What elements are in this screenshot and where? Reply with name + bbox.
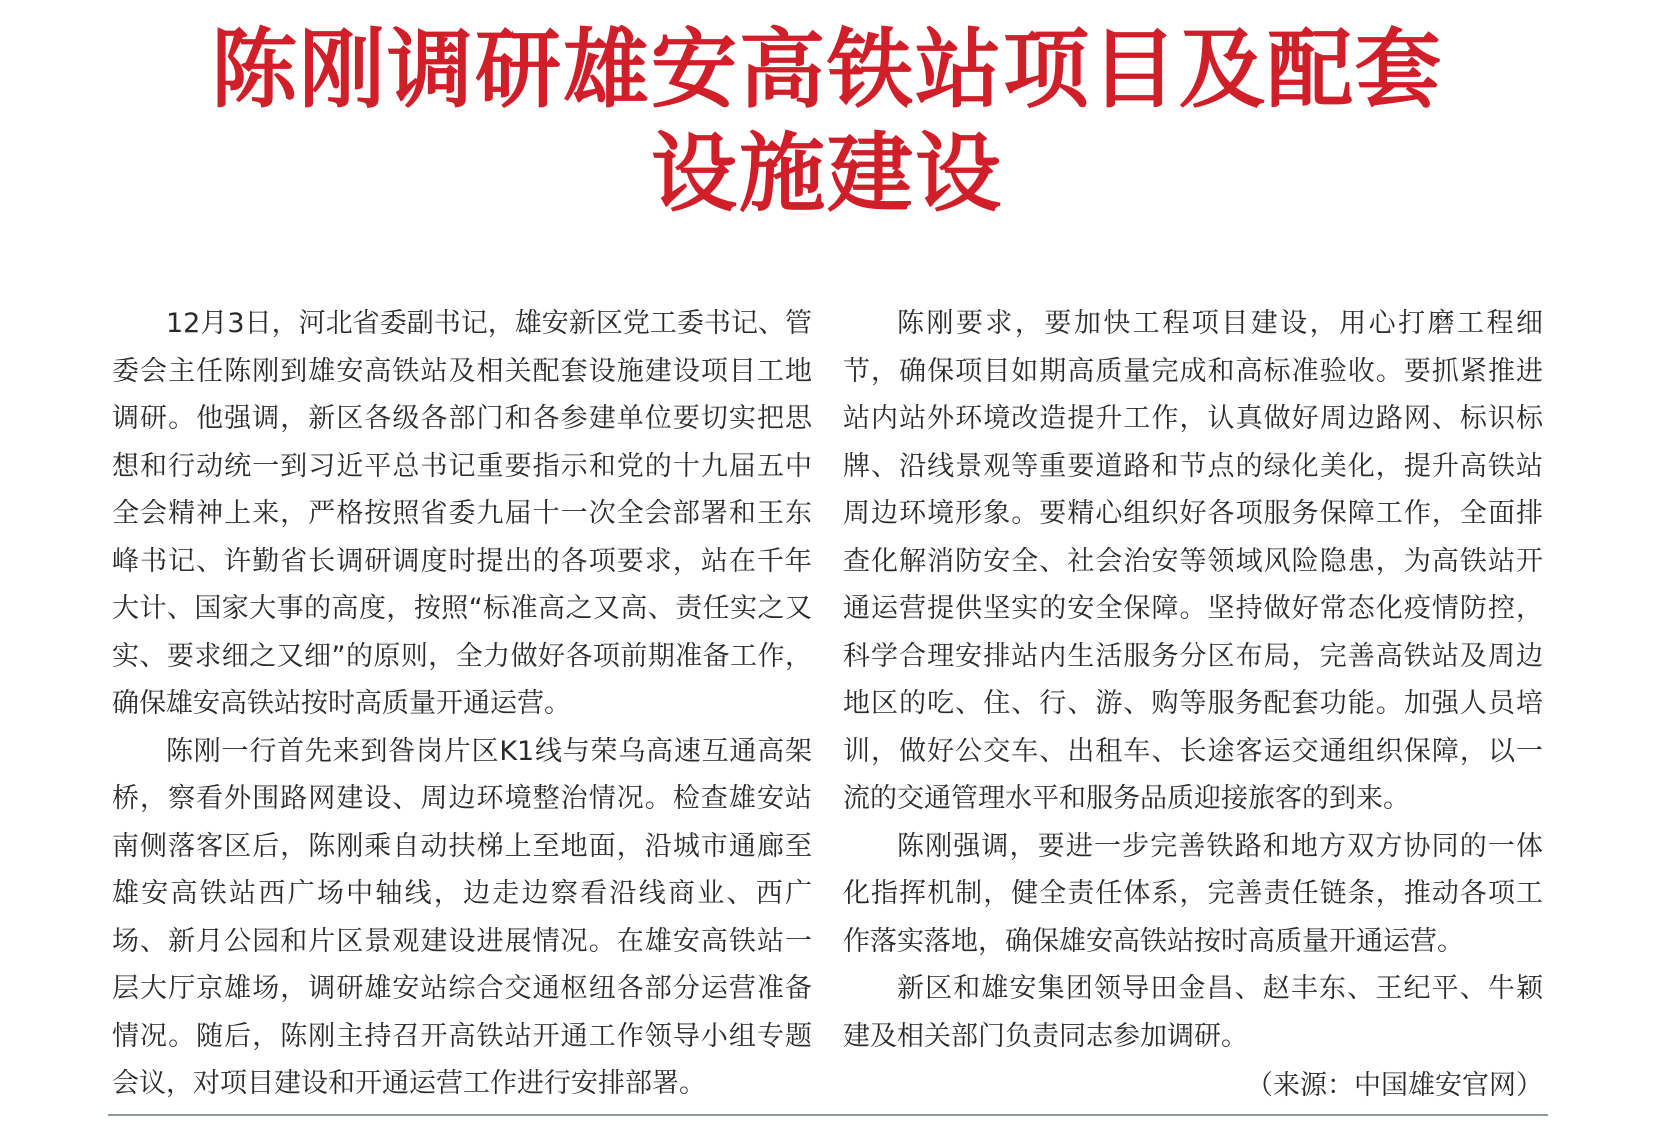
headline-line-1: 陈刚调研雄安高铁站项目及配套 — [211, 19, 1443, 120]
body-paragraph: 陈刚要求，要加快工程项目建设，用心打磨工程细节，确保项目如期高质量完成和高标准验收。要抓紧推进站内站外环境改造提升工作，认真做好周边路网、标识标牌、沿线景观等重要道路和节点的绿化美化，提升高铁站周边环境形象。要精心组织好各项服务保障工作，全面排查化解消防安全、社会治安等领域风险隐患，为高铁站开通运营提供坚实的安全保障。坚持做好常态化疫情防控，科学合理安排站内生活服务分区布局，完善高铁站及周边地区的吃、住、行、游、购等服务配套功能。加强人员培训，做好公交车、出租车、长途客运交通组织保障，以一流的交通管理水平和服务品质迎接旅客的到来。 — [843, 308, 1543, 814]
headline-line-2: 设施建设 — [651, 123, 1003, 224]
right-column — [843, 300, 1543, 1110]
article-headline — [0, 18, 1654, 226]
body-paragraph: 陈刚一行首先来到昝岗片区K1线与荣乌高速互通高架桥，察看外围路网建设、周边环境整治情况。检查雄安站南侧落客区后，陈刚乘自动扶梯上至地面，沿城市通廊至雄安高铁站西广场中轴线，边走边察看沿线商业、西广场、新月公园和片区景观建设进展情况。在雄安高铁站一层大厅京雄场，调研雄安站综合交通枢纽各部分运营准备情况。随后，陈刚主持召开高铁站开通工作领导小组专题会议，对项目建设和开通运营工作进行安排部署。 — [112, 735, 812, 1099]
left-column — [112, 300, 812, 1108]
source-credit: （来源：中国雄安官网） — [1246, 1070, 1543, 1101]
body-paragraph: 新区和雄安集团领导田金昌、赵丰东、王纪平、牛颖建及相关部门负责同志参加调研。 — [843, 973, 1543, 1052]
body-paragraph: 陈刚强调，要进一步完善铁路和地方双方协同的一体化指挥机制，健全责任体系，完善责任链条，推动各项工作落实落地，确保雄安高铁站按时高质量开通运营。 — [843, 830, 1543, 957]
bottom-divider — [108, 1114, 1548, 1116]
body-paragraph: 12月3日，河北省委副书记，雄安新区党工委书记、管委会主任陈刚到雄安高铁站及相关配套设施建设项目工地调研。他强调，新区各级各部门和各参建单位要切实把思想和行动统一到习近平总书记重要指示和党的十九届五中全会精神上来，严格按照省委九届十一次全会部署和王东峰书记、许勤省长调研调度时提出的各项要求，站在千年大计、国家大事的高度，按照“标准高之又高、责任实之又实、要求细之又细”的原则，全力做好各项前期准备工作，确保雄安高铁站按时高质量开通运营。 — [112, 308, 812, 719]
